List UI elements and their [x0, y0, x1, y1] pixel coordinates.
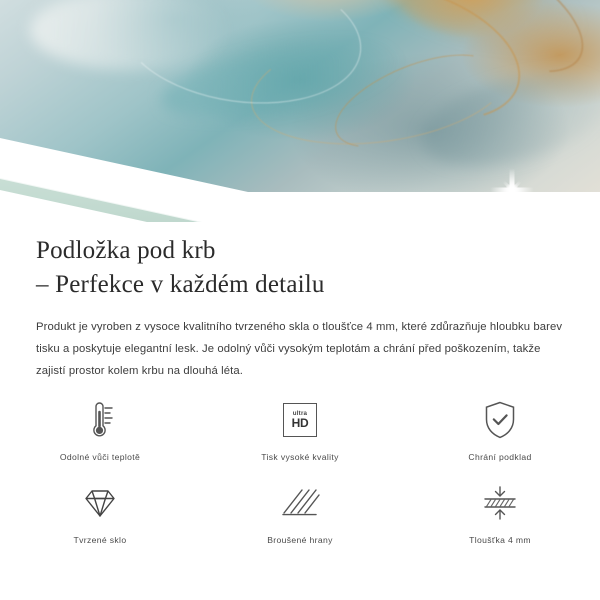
feature-item-temperature — [0, 397, 200, 462]
ultra-hd-icon — [283, 397, 317, 443]
content-block — [0, 222, 600, 545]
marble-smear — [375, 0, 586, 63]
feature-item-thickness — [400, 480, 600, 545]
feature-label: Chrání podklad — [468, 452, 532, 462]
feature-label: Tloušťka 4 mm — [469, 535, 531, 545]
feature-label: Tvrzené sklo — [73, 535, 127, 545]
headline-line-2: – Perfekce v každém detailu — [36, 271, 325, 298]
description-paragraph: Produkt je vyroben z vysoce kvalitního tvrzeného skla o tloušťce 4 mm, které zdůrazňuje hloubku barev tisku a poskytuje elegantní lesk. Je odolný vůči vysokým teplotám a chrání před poškozením, takže zajistí prostor kolem krbu na dlouhá léta. — [36, 321, 563, 378]
feature-label: Odolné vůči teplotě — [59, 452, 141, 462]
feature-item-polished-edges — [200, 480, 400, 545]
marble-artwork — [0, 0, 600, 220]
thermometer-icon — [82, 397, 118, 443]
feature-grid — [0, 397, 600, 545]
ultra-hd-badge-top: ultra — [292, 409, 308, 417]
thickness-icon — [478, 480, 522, 526]
polished-edges-icon — [278, 480, 322, 526]
shield-check-icon — [481, 397, 519, 443]
marble-smear — [30, 0, 230, 70]
ultra-hd-badge-bottom: HD — [291, 416, 309, 431]
marble-vein — [112, 0, 370, 118]
hero-image — [0, 0, 600, 222]
page-title — [0, 222, 600, 302]
headline-line-1: Podložka pod krb — [36, 237, 216, 264]
diamond-icon — [80, 480, 120, 526]
marble-vein — [323, 35, 509, 166]
feature-label: Broušené hrany — [267, 535, 333, 545]
feature-label: Tisk vysoké kvality — [261, 452, 339, 462]
marble-smear — [413, 58, 600, 182]
marble-smear — [157, 30, 404, 131]
feature-item-print-quality — [200, 397, 400, 462]
marble-vein — [286, 0, 537, 146]
marble-vein — [243, 12, 518, 159]
feature-item-tempered-glass — [0, 480, 200, 545]
marble-vein — [380, 0, 600, 99]
feature-item-protection — [400, 397, 600, 462]
